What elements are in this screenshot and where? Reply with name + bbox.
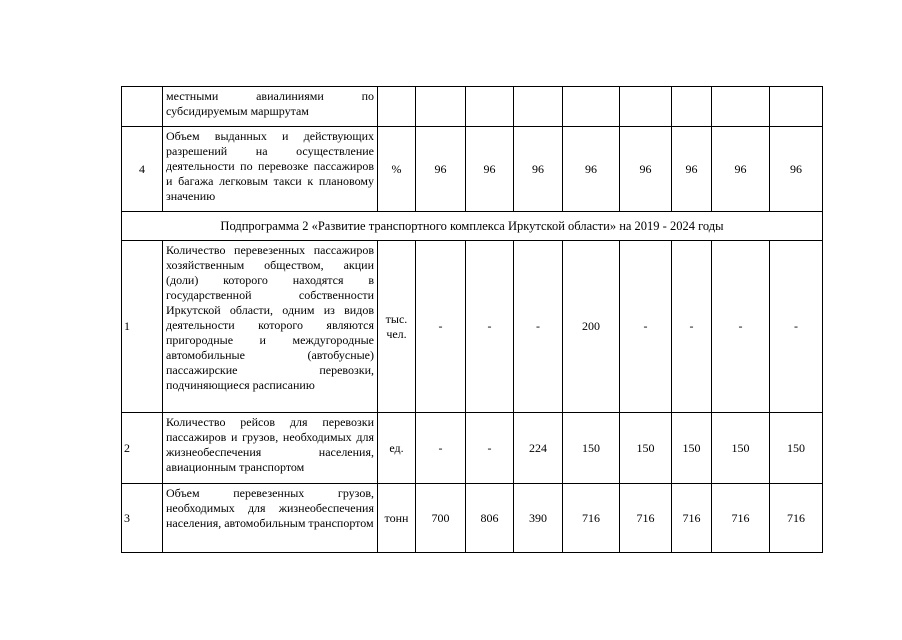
value-cell: -	[770, 241, 823, 413]
value-cell: 700	[416, 484, 466, 553]
value-cell: 150	[672, 413, 712, 484]
value-cell: 96	[514, 127, 563, 212]
value-cell: 200	[563, 241, 620, 413]
indicator-description: местными авиалиниями по субсидируемым маршрутам	[163, 87, 378, 127]
indicator-description: Объем выданных и действующих разрешений на осуществление деятельности по перевозке пассажиров и багажа легковым такси к плановому значению	[163, 127, 378, 212]
value-cell: 224	[514, 413, 563, 484]
table-row	[122, 87, 823, 127]
value-cell: 96	[563, 127, 620, 212]
value-cell: 716	[620, 484, 672, 553]
value-cell: -	[672, 241, 712, 413]
value-cell	[770, 87, 823, 127]
table-row	[122, 241, 823, 413]
value-cell	[672, 87, 712, 127]
indicator-description: Количество перевезенных пассажиров хозяйственным обществом, акции (доли) которого находятся в государственной собственности Иркутской области, одним из видов деятельности которого являются пригородные и междугородные автомобильные (автобусные) пассажирские перевозки, подчиняющиеся расписанию	[163, 241, 378, 413]
unit-cell: %	[378, 127, 416, 212]
value-cell: 150	[620, 413, 672, 484]
unit-cell: ед.	[378, 413, 416, 484]
value-cell: 150	[712, 413, 770, 484]
value-cell	[514, 87, 563, 127]
value-cell: -	[620, 241, 672, 413]
value-cell: -	[712, 241, 770, 413]
value-cell	[466, 87, 514, 127]
unit-cell	[378, 87, 416, 127]
subprogram-row	[122, 212, 823, 241]
table-row	[122, 413, 823, 484]
value-cell: 716	[770, 484, 823, 553]
value-cell: 96	[466, 127, 514, 212]
value-cell: -	[466, 413, 514, 484]
value-cell: 96	[770, 127, 823, 212]
row-number: 3	[122, 484, 163, 553]
table-row	[122, 127, 823, 212]
value-cell: -	[466, 241, 514, 413]
row-number: 4	[122, 127, 163, 212]
value-cell: 150	[770, 413, 823, 484]
indicator-description: Объем перевезенных грузов, необходимых для жизнеобеспечения населения, автомобильным транспортом	[163, 484, 378, 553]
subprogram-title: Подпрограмма 2 «Развитие транспортного комплекса Иркутской области» на 2019 - 2024 годы	[122, 212, 823, 241]
row-number: 2	[122, 413, 163, 484]
indicators-table	[121, 86, 823, 553]
value-cell	[563, 87, 620, 127]
value-cell: 96	[712, 127, 770, 212]
value-cell: -	[416, 241, 466, 413]
value-cell: 716	[712, 484, 770, 553]
row-number: 1	[122, 241, 163, 413]
value-cell: 716	[563, 484, 620, 553]
indicator-description: Количество рейсов для перевозки пассажиров и грузов, необходимых для жизнеобеспечения населения, авиационным транспортом	[163, 413, 378, 484]
value-cell: 806	[466, 484, 514, 553]
unit-cell: тыс. чел.	[378, 241, 416, 413]
value-cell	[620, 87, 672, 127]
unit-cell: тонн	[378, 484, 416, 553]
value-cell	[416, 87, 466, 127]
value-cell: 96	[672, 127, 712, 212]
value-cell	[712, 87, 770, 127]
table-row	[122, 484, 823, 553]
value-cell: 96	[416, 127, 466, 212]
value-cell: -	[416, 413, 466, 484]
value-cell: 96	[620, 127, 672, 212]
value-cell: 150	[563, 413, 620, 484]
value-cell: 716	[672, 484, 712, 553]
value-cell: -	[514, 241, 563, 413]
row-number	[122, 87, 163, 127]
value-cell: 390	[514, 484, 563, 553]
